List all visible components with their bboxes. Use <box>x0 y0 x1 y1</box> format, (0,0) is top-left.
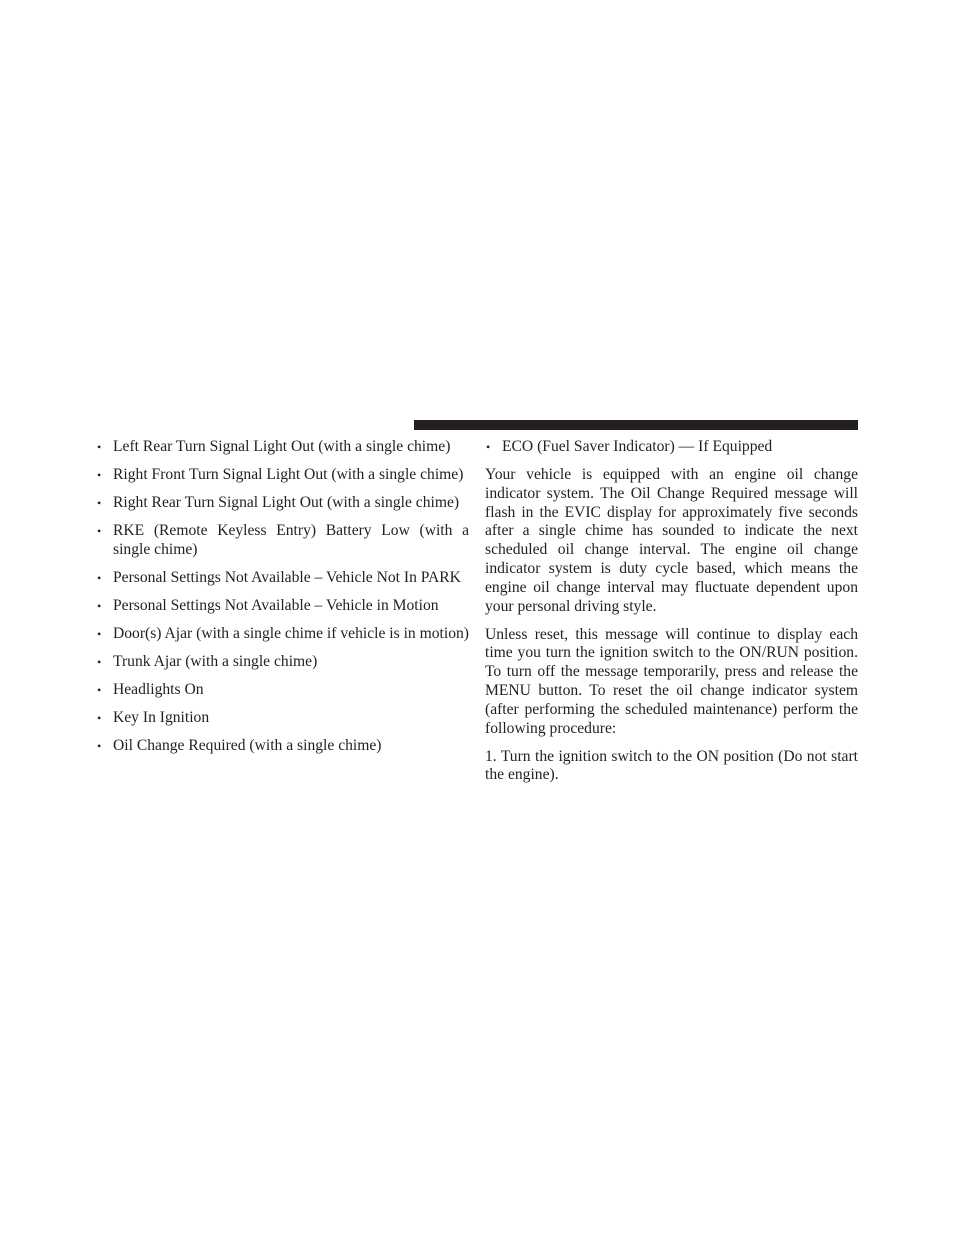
list-item <box>95 438 469 457</box>
message-list <box>95 438 469 755</box>
oil-change-description-paragraph: Your vehicle is equipped with an engine oil change indicator system. The Oil Change Required message will flash in the EVIC display for approximately five seconds after a single chime has sounded to indicate the next scheduled oil change interval. The engine oil change indicator system is duty cycle based, which means the engine oil change interval may fluctuate dependent upon your personal driving style. <box>485 465 858 615</box>
list-item <box>95 625 469 644</box>
bullet-icon: • <box>97 495 102 510</box>
list-item-text: Left Rear Turn Signal Light Out (with a single chime) <box>113 438 451 455</box>
bullet-icon: • <box>97 710 102 725</box>
list-item <box>95 597 469 616</box>
list-item-text: Personal Settings Not Available – Vehicle Not In PARK <box>113 568 461 586</box>
list-item <box>95 737 469 756</box>
list-item-text: Right Rear Turn Signal Light Out (with a single chime) <box>113 493 460 511</box>
list-item <box>95 709 469 728</box>
bullet-icon: • <box>97 467 102 482</box>
reset-instructions-paragraph: Unless reset, this message will continue to display each time you turn the ignition switch to the ON/RUN position. To turn off the message temporarily, press and release the MENU button. To reset the oil change indicator system (after performing the scheduled maintenance) perform the following procedure: <box>485 625 858 737</box>
list-item <box>95 522 469 560</box>
list-item-text: Trunk Ajar (with a single chime) <box>113 652 318 670</box>
list-item <box>95 569 469 588</box>
list-item <box>95 681 469 700</box>
bullet-icon: • <box>97 570 102 585</box>
bullet-icon: • <box>486 440 491 454</box>
bullet-icon: • <box>97 523 102 538</box>
bullet-icon: • <box>97 682 102 697</box>
list-item-text: Headlights On <box>113 680 204 698</box>
list-item <box>485 438 858 457</box>
list-item-text: Right Front Turn Signal Light Out (with a single chime) <box>113 465 464 483</box>
list-item <box>95 494 469 513</box>
list-item-text: RKE (Remote Keyless Entry) Battery Low (with a single chime) <box>113 521 469 558</box>
bullet-icon: • <box>97 440 102 454</box>
bullet-icon: • <box>97 654 102 669</box>
section-header-bar <box>414 420 858 430</box>
list-item-text: Key In Ignition <box>113 708 210 726</box>
left-column <box>95 438 469 765</box>
list-item-text: Door(s) Ajar (with a single chime if vehicle is in motion) <box>113 624 469 642</box>
procedure-step-1: 1. Turn the ignition switch to the ON position (Do not start the engine). <box>485 747 858 784</box>
bullet-icon: • <box>97 738 102 753</box>
list-item-text: Oil Change Required (with a single chime) <box>113 736 382 754</box>
bullet-icon: • <box>97 598 102 613</box>
list-item <box>95 466 469 485</box>
list-item <box>95 653 469 672</box>
list-item-text: ECO (Fuel Saver Indicator) — If Equipped <box>502 438 773 455</box>
list-item-text: Personal Settings Not Available – Vehicle in Motion <box>113 596 439 614</box>
right-column <box>485 438 858 794</box>
bullet-icon: • <box>97 626 102 641</box>
message-list <box>485 438 858 457</box>
